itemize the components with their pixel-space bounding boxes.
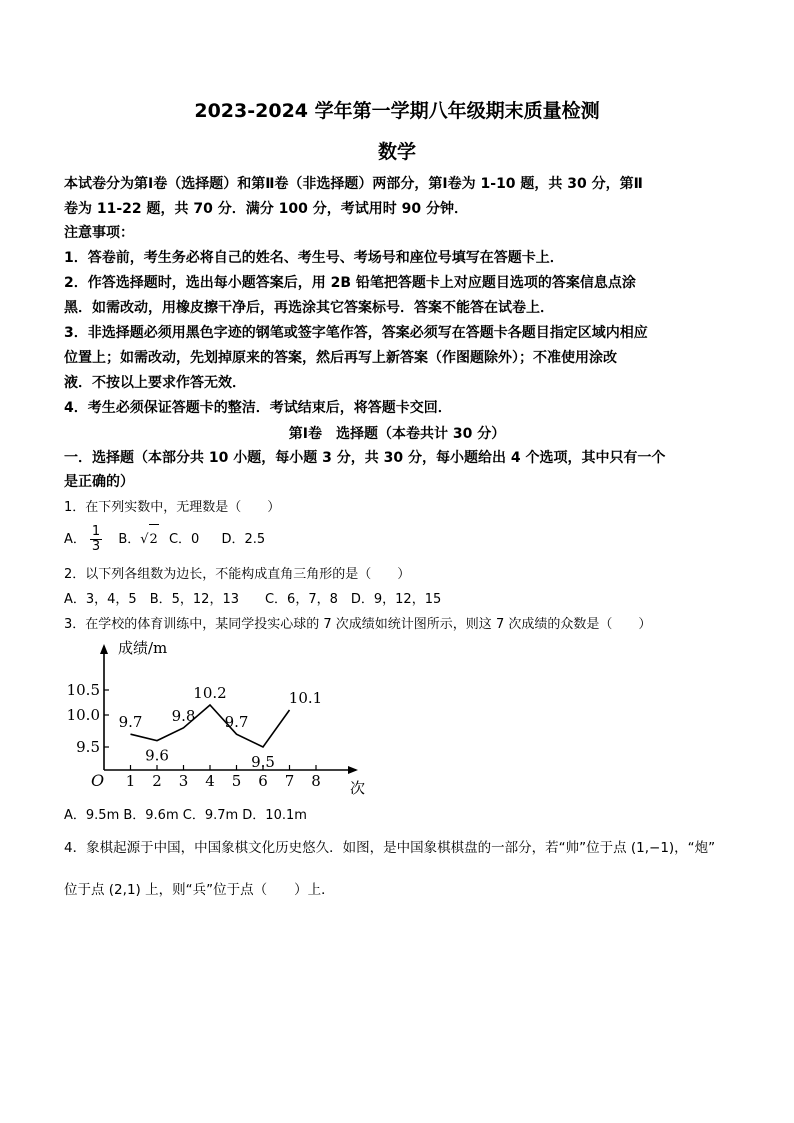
data-label: 10.2 — [193, 684, 227, 702]
data-label: 9.5 — [251, 753, 275, 771]
fraction-one-third — [90, 525, 102, 554]
y-tick-label: 10.0 — [66, 706, 100, 724]
note-2-b: 黑．如需改动，用橡皮擦干净后，再选涂其它答案标号．答案不能答在试卷上． — [64, 300, 554, 316]
question-3-stem: 3．在学校的体育训练中，某同学投实心球的 7 次成绩如统计图所示，则这 7 次成绩的众数是（ ） — [64, 617, 652, 632]
x-tick-label: 5 — [231, 772, 242, 790]
option-d: D．2.5 — [221, 532, 266, 547]
note-2-a: 2．作答选择题时，选出每小题答案后，用 2B 铅笔把答题卡上对应题目选项的答案信息点涂 — [64, 275, 636, 291]
score-line-chart — [60, 636, 380, 806]
y-tick-label: 10.5 — [66, 681, 100, 699]
note-3-c: 液．不按以上要求作答无效． — [64, 375, 246, 391]
question-4-line-2: 位于点 (2,1) 上，则“兵”位于点（ ）上． — [64, 882, 335, 898]
part-a-line: 一．选择题（本部分共 10 小题，每小题 3 分，共 30 分，每小题给出 4 个选项，其中只有一个 — [64, 450, 666, 466]
subject-title: 数学 — [377, 141, 416, 163]
x-tick-label: 7 — [284, 772, 295, 790]
option-b-label: B． — [118, 532, 141, 547]
note-1: 1．答卷前，考生务必将自己的姓名、考生号、考场号和座位号填写在答题卡上． — [64, 250, 564, 266]
question-1-options — [64, 524, 734, 555]
option-a-label: A． — [64, 532, 86, 547]
question-4-line-1: 4．象棋起源于中国，中国象棋文化历史悠久．如图，是中国象棋棋盘的一部分，若“帅”位于点 (1,−1)，“炮” — [64, 840, 716, 856]
y-axis-label: 成绩/m — [118, 639, 168, 657]
x-axis-arrow — [348, 766, 358, 774]
sqrt-two: √2 — [140, 524, 159, 555]
x-tick-label: 2 — [152, 772, 162, 790]
data-label: 9.6 — [145, 746, 169, 765]
question-2-options: A．3，4，5 B．5，12，13 C．6，7，8 D．9，12，15 — [64, 592, 442, 607]
question-1-stem: 1．在下列实数中，无理数是（ ） — [64, 500, 281, 515]
y-tick-label: 9.5 — [76, 738, 100, 756]
data-label: 10.1 — [288, 689, 323, 707]
data-label: 9.7 — [224, 713, 249, 732]
data-label: 9.8 — [171, 706, 196, 725]
option-c: C．0 — [168, 532, 200, 547]
note-3-b: 位置上；如需改动，先划掉原来的答案，然后再写上新答案（作图题除外）；不准使用涂改 — [64, 350, 617, 366]
fraction-numerator: 1 — [91, 524, 101, 539]
chart-series — [119, 684, 323, 771]
y-axis-arrow — [100, 644, 108, 654]
part-b-line: 是正确的） — [64, 474, 134, 490]
notes-title: 注意事项： — [64, 225, 134, 241]
fraction-denominator: 3 — [91, 539, 101, 554]
series-line — [131, 705, 290, 747]
x-tick-label: 3 — [178, 772, 189, 790]
exam-title: 2023-2024 学年第一学期八年级期末质量检测 — [194, 100, 600, 122]
x-tick-label: 1 — [125, 772, 136, 790]
intro-line-1: 本试卷分为第Ⅰ卷（选择题）和第Ⅱ卷（非选择题）两部分，第Ⅰ卷为 1-10 题，共 30 分，第Ⅱ — [64, 176, 643, 192]
x-tick-label: 8 — [311, 772, 321, 790]
x-tick-label: 6 — [258, 772, 268, 790]
intro-line-2: 卷为 11-22 题，共 70 分．满分 100 分，考试用时 90 分钟． — [64, 201, 468, 217]
data-label: 9.7 — [118, 713, 143, 732]
radicand: 2 — [149, 524, 159, 555]
x-tick-label: 4 — [205, 772, 215, 790]
origin-label: O — [91, 771, 105, 790]
note-3-a: 3．非选择题必须用黑色字迹的钢笔或签字笔作答，答案必须写在答题卡各题目指定区域内相应 — [64, 325, 648, 341]
question-3-options: A．9.5m B．9.6m C．9.7m D．10.1m — [64, 808, 307, 823]
x-axis-label: 次 — [350, 779, 366, 797]
section-heading: 第Ⅰ卷 选择题（本卷共计 30 分） — [288, 426, 506, 442]
note-4: 4．考生必须保证答题卡的整洁．考试结束后，将答题卡交回． — [64, 400, 452, 416]
question-2-stem: 2．以下列各组数为边长，不能构成直角三角形的是（ ） — [64, 567, 411, 582]
